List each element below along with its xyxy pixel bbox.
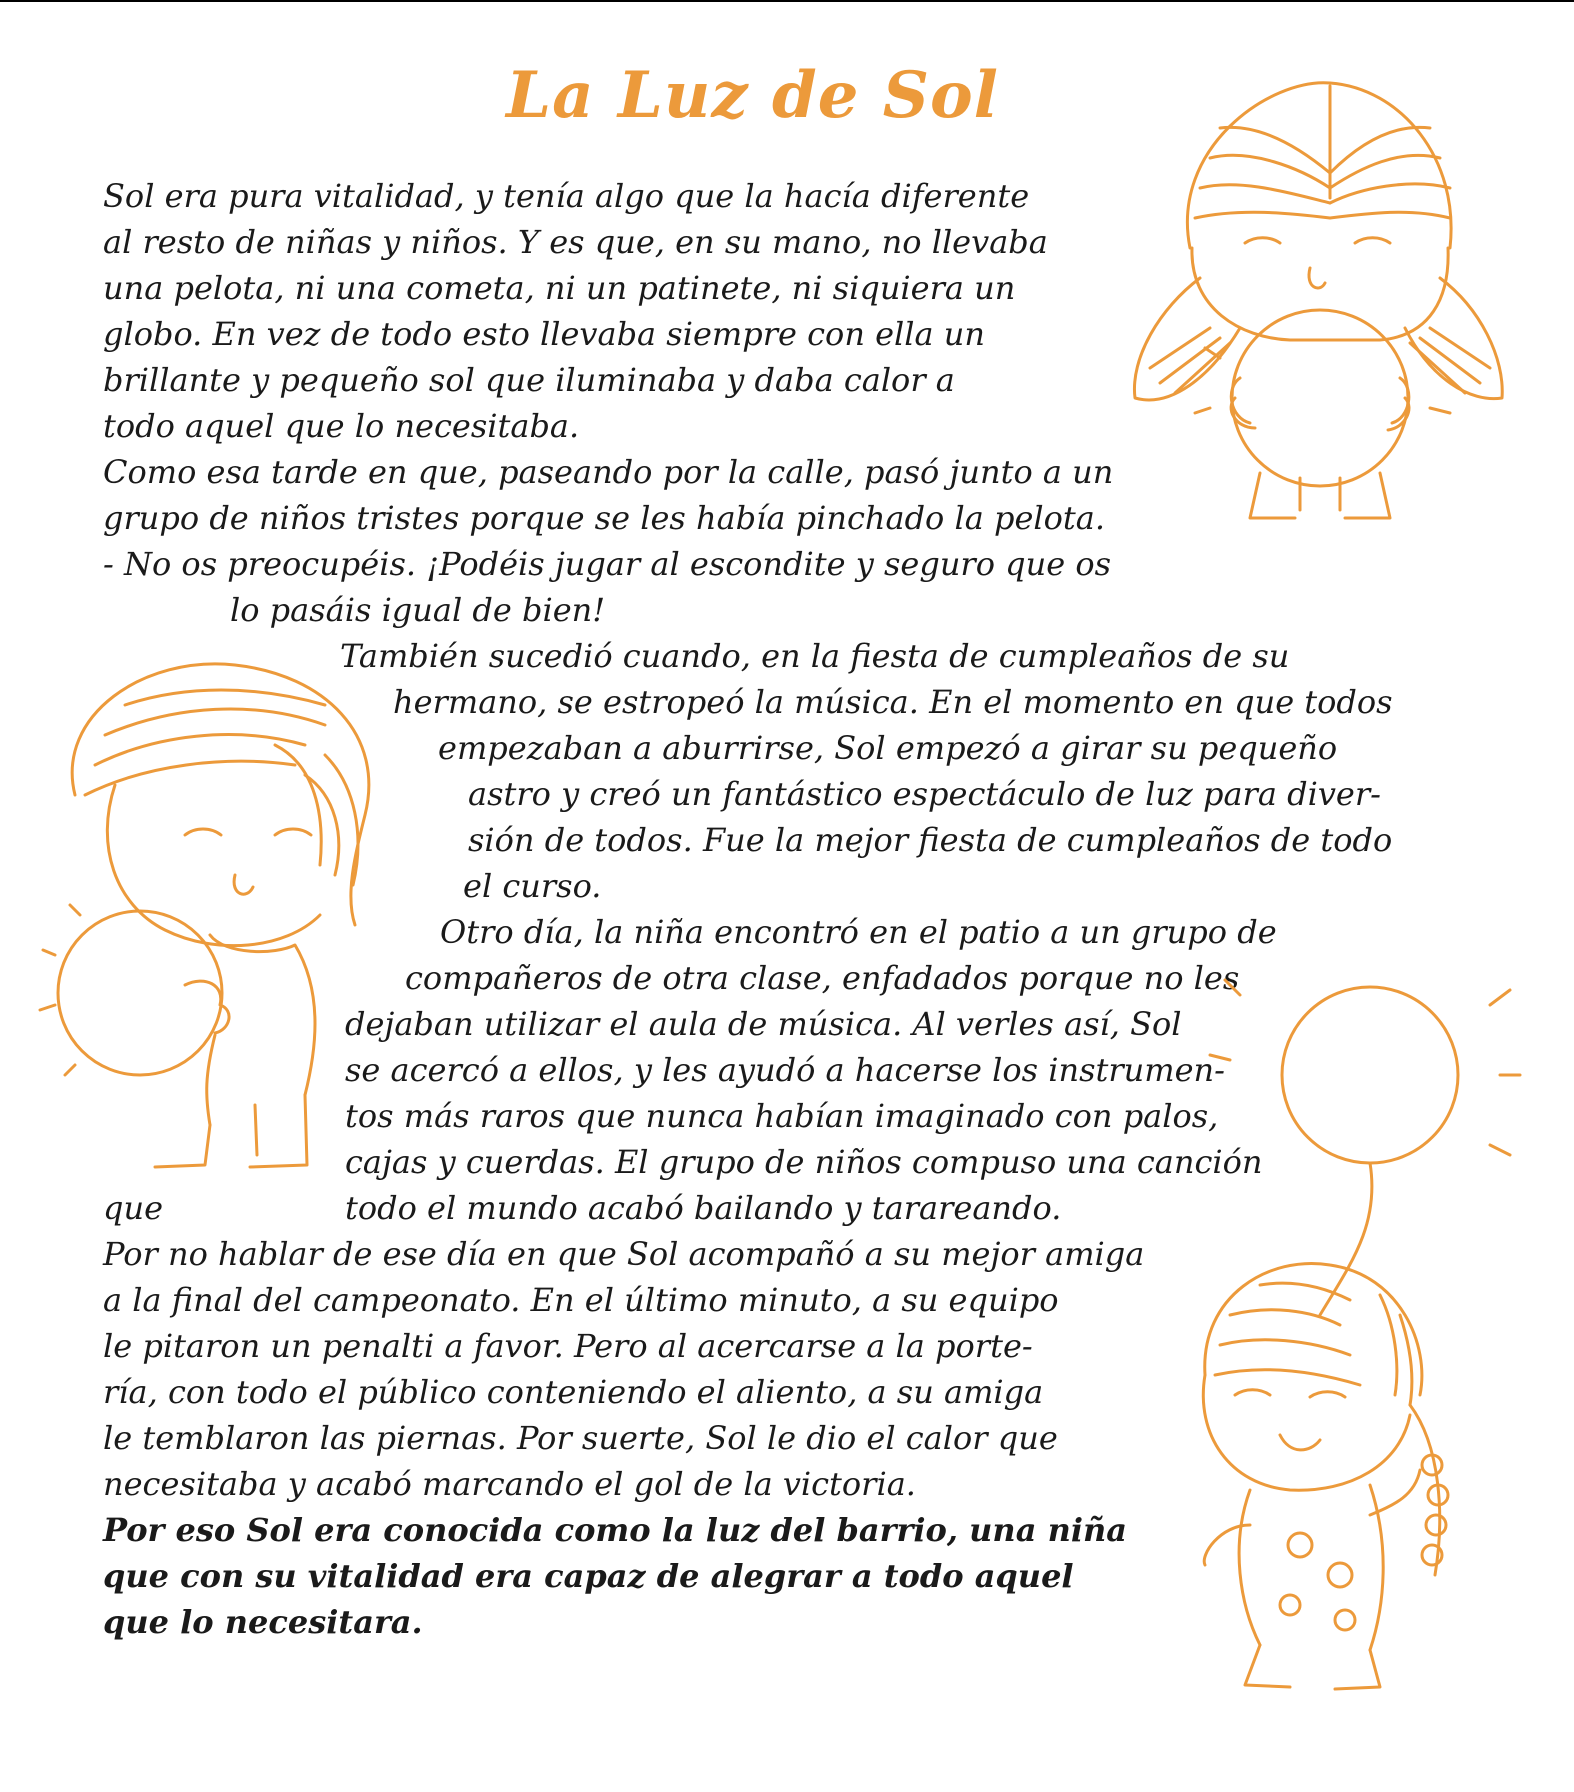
- story-line: una pelota, ni una cometa, ni un patinete, ni siquiera un: [103, 269, 1016, 307]
- story-line: Sol era pura vitalidad, y tenía algo que la hacía diferente: [103, 177, 1030, 215]
- story-line: dejaban utilizar el aula de música. Al verles así, Sol: [345, 1005, 1182, 1043]
- girl-hugging-sun-illustration: [1130, 78, 1510, 528]
- story-line: cajas y cuerdas. El grupo de niños compuso una canción: [345, 1143, 1263, 1181]
- story-line: que: [103, 1189, 164, 1227]
- story-line: le pitaron un penalti a favor. Pero al acercarse a la porte-: [103, 1327, 1033, 1365]
- story-line: compañeros de otra clase, enfadados porque no les: [405, 959, 1240, 997]
- story-line: al resto de niñas y niños. Y es que, en su mano, no llevaba: [103, 223, 1048, 261]
- story-line: hermano, se estropeó la música. En el momento en que todos: [393, 683, 1393, 721]
- story-line: todo aquel que lo necesitaba.: [103, 407, 580, 445]
- story-line: astro y creó un fantástico espectáculo de luz para diver-: [468, 775, 1381, 813]
- top-border-line: [0, 0, 1574, 2]
- story-line: globo. En vez de todo esto llevaba siempre con ella un: [103, 315, 985, 353]
- story-line: Otro día, la niña encontró en el patio a un grupo de: [440, 913, 1277, 951]
- story-line: todo el mundo acabó bailando y tarareando.: [345, 1189, 1062, 1227]
- story-line: lo pasáis igual de bien!: [230, 591, 606, 629]
- story-line: se acercó a ellos, y les ayudó a hacerse los instrumen-: [345, 1051, 1225, 1089]
- story-line: le temblaron las piernas. Por suerte, Sol le dio el calor que: [103, 1419, 1058, 1457]
- story-line: - No os preocupéis. ¡Podéis jugar al escondite y seguro que os: [103, 545, 1112, 583]
- story-title: La Luz de Sol: [506, 58, 999, 133]
- story-closing-line: Por eso Sol era conocida como la luz del barrio, una niña: [103, 1511, 1127, 1549]
- story-line: a la final del campeonato. En el último minuto, a su equipo: [103, 1281, 1059, 1319]
- story-line: grupo de niños tristes porque se les había pinchado la pelota.: [103, 499, 1105, 537]
- story-closing-line: que lo necesitara.: [103, 1603, 423, 1641]
- story-line: Por no hablar de ese día en que Sol acompañó a su mejor amiga: [103, 1235, 1145, 1273]
- story-line: necesitaba y acabó marcando el gol de la victoria.: [103, 1465, 916, 1503]
- story-line: empezaban a aburrirse, Sol empezó a girar su pequeño: [438, 729, 1338, 767]
- story-line: También sucedió cuando, en la fiesta de cumpleaños de su: [340, 637, 1290, 675]
- story-line: el curso.: [463, 867, 602, 905]
- story-line: sión de todos. Fue la mejor fiesta de cumpleaños de todo: [468, 821, 1393, 859]
- story-closing-line: que con su vitalidad era capaz de alegrar a todo aquel: [103, 1557, 1074, 1595]
- boy-holding-sun-illustration: [35, 655, 415, 1175]
- girl-with-sun-balloon-illustration: [1170, 965, 1550, 1700]
- story-line: ría, con todo el público conteniendo el aliento, a su amiga: [103, 1373, 1044, 1411]
- story-line: Como esa tarde en que, paseando por la calle, pasó junto a un: [103, 453, 1114, 491]
- story-line: tos más raros que nunca habían imaginado con palos,: [345, 1097, 1219, 1135]
- story-line: brillante y pequeño sol que iluminaba y daba calor a: [103, 361, 955, 399]
